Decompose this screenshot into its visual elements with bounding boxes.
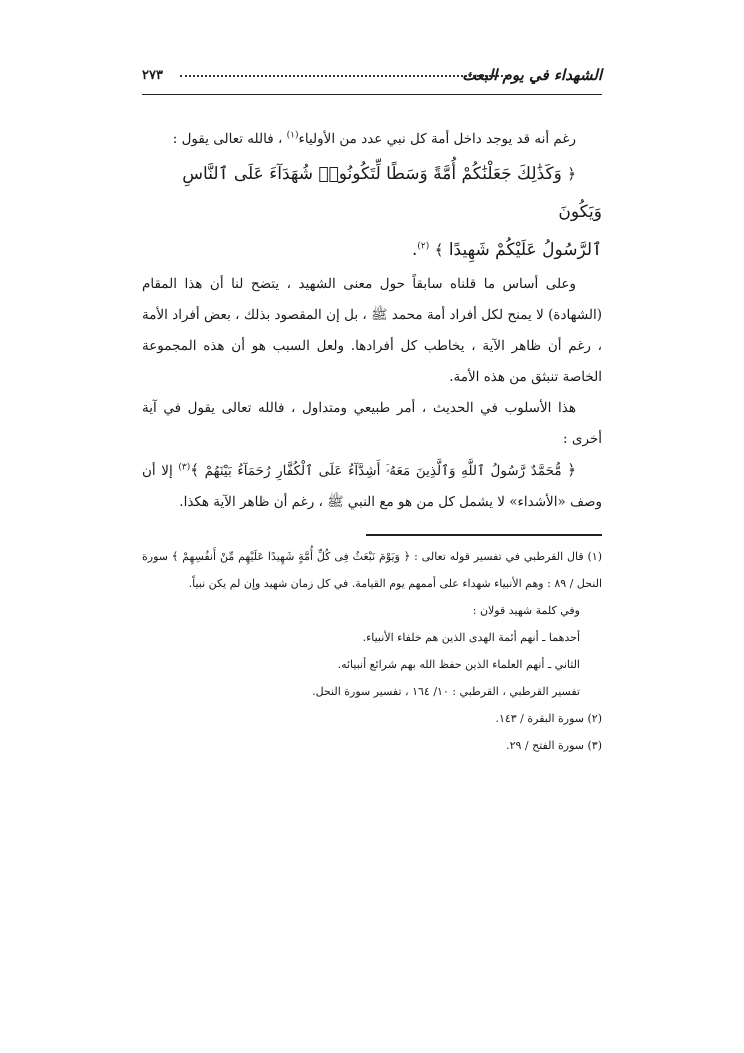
running-header [142,66,602,92]
paragraph-1 [142,124,602,155]
footnote-1-start: (١) قال القرطبي في تفسير قوله تعالى : [414,550,603,563]
quran-open-bracket: ﴿ [567,165,576,183]
quran-verse-1-line-2 [142,231,602,269]
header-divider [142,94,602,95]
footnote-1-quran: ﴿ وَيَوْمَ نَبْعَثُ فِى كُلِّ أُمَّةٍ شَهِيدًا عَلَيْهِم مِّنْ أَنفُسِهِمْ ﴾ [171,550,411,563]
footnote-1 [142,543,602,597]
paragraph-1-end: ، فالله تعالى يقول : [172,131,283,147]
main-text [142,124,602,518]
verse-1-period: . [411,240,418,260]
header-title: الشهداء في يوم البعث [462,66,602,84]
paragraph-1-text: رغم أنه قد يوجد داخل أمة كل نبي عدد من الأولياء [298,131,576,147]
footnote-divider [366,534,602,536]
footnotes [142,543,602,759]
footnote-1-line-2: وفي كلمة شهيد قولان : [472,604,580,617]
quran-verse-1-text-b: ٱلرَّسُولُ عَلَيْكُمْ شَهِيدًا [448,240,602,260]
page-number: ٢٧٣ [142,68,163,83]
footnote-ref-1: (١) [286,130,299,141]
footnote-ref-3: (٣) [178,462,191,473]
quran-close-bracket: ﴾ [434,241,444,259]
quran-verse-1-text-a: وَكَذَٰلِكَ جَعَلْنَٰكُمْ أُمَّةً وَسَطًا لِّتَكُونُوا۟ شُهَدَآءَ عَلَى ٱلنَّاسِ وَيَكُونَ [182,164,602,222]
quran-close-bracket-2: ﴾ [190,461,200,479]
footnote-ref-2: (٢) [417,241,430,252]
paragraph-2: وعلى أساس ما قلناه سابقاً حول معنى الشهيد ، يتضح لنا أن هذا المقام (الشهادة) لا يمنح لكل أفراد أمة محمد ﷺ ، بل إن المقصود بذلك ، بعض أفراد الأمة ، رغم أن ظاهر الآية ، يخاطب كل أفرادها. ولعل السبب هو أن هذه المجموعة الخاصة تنبثق من هذه الأمة. [142,276,602,385]
quran-verse-2-text: مُّحَمَّدٌ رَّسُولُ ٱللَّهِ وَٱلَّذِينَ مَعَهُۥٓ أَشِدَّآءُ عَلَى ٱلْكُفَّارِ رُحَمَآءُ بَيْنَهُمْ [204,463,562,479]
paragraph-3: هذا الأسلوب في الحديث ، أمر طبيعي ومتداول ، فالله تعالى يقول في آية أخرى : [142,400,602,447]
footnote-3: (٣) سورة الفتح / ٢٩. [506,739,602,752]
quran-verse-1-line-1 [142,155,602,231]
quran-open-bracket-2: ﴿ [567,461,577,479]
footnote-2: (٢) سورة البقرة / ١٤٣. [495,712,602,725]
paragraph-4-text: إلا أن وصف «الأشداء» لا يشمل كل من هو مع النبي ﷺ ، رغم أن ظاهر الآية هكذا. [142,463,602,510]
header-leader-dots [180,75,507,77]
footnote-1-line-4: الثاني ـ أنهم العلماء الذين حفظ الله بهم شرائع أنبيائه. [337,658,580,671]
footnote-1-line-5: تفسير القرطبي ، القرطبي : ١٠/ ١٦٤ ، تفسير سورة النحل. [312,685,580,698]
footnote-1-continuation: سورة النحل / ٨٩ : وهم الأنبياء شهداء على أممهم يوم القيامة. في كل زمان شهيد وإن لم يكن نبياً. [142,550,602,590]
footnote-1-line-3: أحدهما ـ أنهم أئمة الهدى الذين هم خلفاء الأنبياء. [362,631,580,644]
paragraph-4 [142,455,602,518]
